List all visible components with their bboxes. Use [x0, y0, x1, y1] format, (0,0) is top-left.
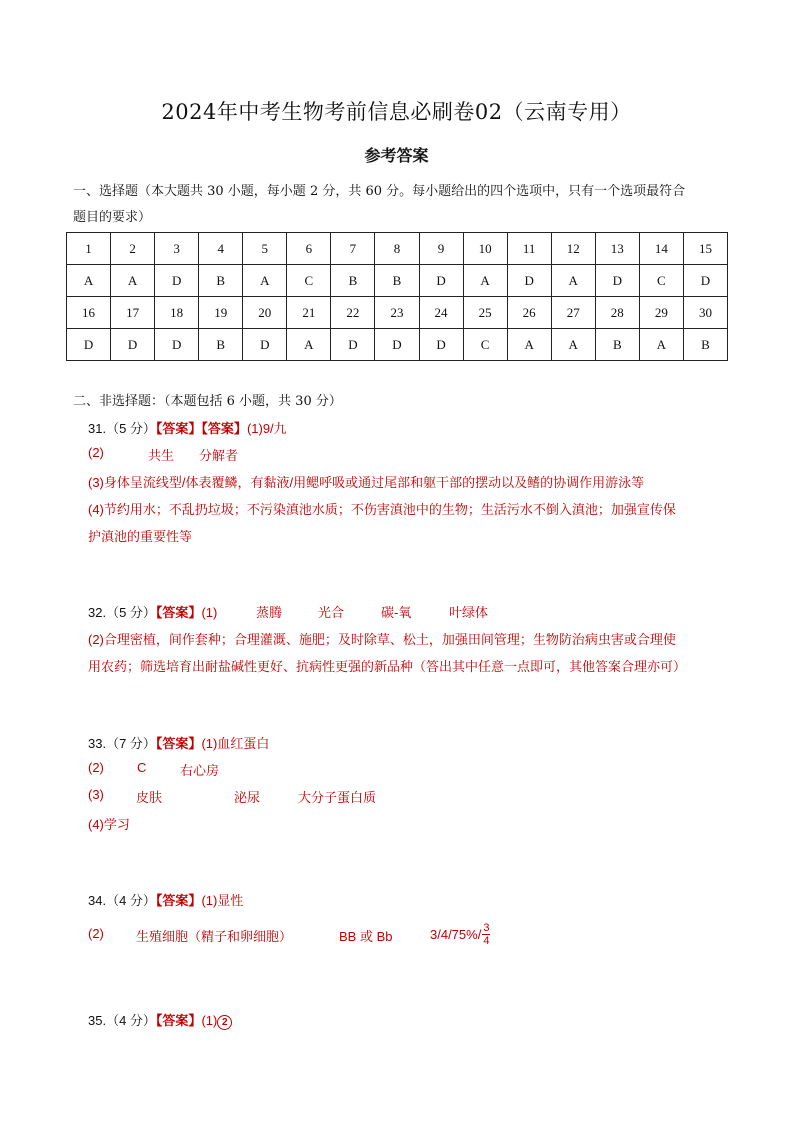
q34-answer-1: (1)显性 — [201, 893, 244, 908]
table-cell-answer: C — [639, 265, 683, 297]
table-cell-answer: A — [287, 329, 331, 361]
q31-answer-4-line2: 护滇池的重要性等 — [88, 529, 193, 544]
q31-answer-4-line1: (4)节约用水；不乱扔垃圾；不污染滇池水质；不伤害滇池中的生物；生活污水不倒入滇池；加强宣传保 — [88, 502, 676, 517]
q32-answer-1-blank1: 蒸腾 — [256, 605, 283, 620]
table-cell-question-number: 23 — [375, 297, 419, 329]
fraction-denominator: 4 — [483, 934, 490, 947]
table-cell-question-number: 5 — [243, 233, 287, 265]
table-cell-answer: A — [507, 329, 551, 361]
table-cell-question-number: 16 — [67, 297, 111, 329]
q33-answer-3-blank3: 大分子蛋白质 — [298, 790, 377, 805]
table-cell-answer: A — [551, 265, 595, 297]
table-cell-question-number: 14 — [639, 233, 683, 265]
table-cell-question-number: 29 — [639, 297, 683, 329]
fraction — [482, 922, 490, 947]
table-cell-question-number: 13 — [595, 233, 639, 265]
q33-answer-4: (4)学习 — [88, 817, 130, 832]
table-cell-answer: A — [551, 329, 595, 361]
table-cell-question-number: 7 — [331, 233, 375, 265]
q34-number: 34.（4 分） — [88, 893, 156, 908]
q32-line1 — [88, 602, 489, 621]
q31-answer-tag: 【答案】【答案】 — [155, 421, 247, 436]
table-cell-question-number: 20 — [243, 297, 287, 329]
q33-line1 — [88, 733, 269, 752]
table-cell-question-number: 15 — [683, 233, 727, 265]
table-cell-question-number: 10 — [463, 233, 507, 265]
table-cell-question-number: 11 — [507, 233, 551, 265]
q33-answer-1: (1)血红蛋白 — [201, 736, 270, 751]
table-cell-question-number: 17 — [111, 297, 155, 329]
q33-line2 — [88, 760, 220, 778]
q31-answer-2-blank2: 分解者 — [199, 448, 239, 463]
table-cell-answer: D — [243, 329, 287, 361]
table-cell-answer: D — [683, 265, 727, 297]
table-cell-answer: D — [419, 329, 463, 361]
table-cell-question-number: 26 — [507, 297, 551, 329]
table-cell-answer: D — [67, 329, 111, 361]
table-cell-question-number: 19 — [199, 297, 243, 329]
table-cell-answer: C — [287, 265, 331, 297]
q34-answer-2-blank3-text: 3/4/75%/ — [430, 926, 482, 942]
answer-table — [66, 232, 728, 361]
table-cell-question-number: 30 — [683, 297, 727, 329]
table-cell-answer: D — [111, 329, 155, 361]
q34-line1 — [88, 890, 243, 909]
q35-number: 35.（4 分） — [88, 1013, 156, 1028]
q32-answer-2-line1: (2)合理密植，间作套种；合理灌溉、施肥；及时除草、松土，加强田间管理；生物防治病虫害或合理使 — [88, 632, 676, 647]
q34-line2 — [88, 918, 528, 950]
table-cell-question-number: 24 — [419, 297, 463, 329]
q31-answer-1: (1)9/九 — [246, 421, 287, 436]
table-cell-answer: A — [67, 265, 111, 297]
q35-answer-1: (1) — [201, 1013, 218, 1028]
table-cell-question-number: 12 — [551, 233, 595, 265]
table-cell-question-number: 8 — [375, 233, 419, 265]
q33-answer-2-blank2: 右心房 — [180, 763, 220, 778]
table-cell-answer: B — [331, 265, 375, 297]
q35-answer-tag: 【答案】 — [155, 1013, 202, 1028]
fraction-numerator: 3 — [483, 921, 490, 934]
table-cell-question-number: 4 — [199, 233, 243, 265]
section1-heading-line2: 题目的要求） — [73, 210, 152, 225]
q32-answer-tag: 【答案】 — [155, 605, 202, 620]
q31-number: 31.（5 分） — [88, 421, 156, 436]
q34-answer-tag: 【答案】 — [155, 893, 202, 908]
table-cell-answer: B — [199, 265, 243, 297]
q33-answer-2-blank1: C — [137, 760, 147, 775]
q32-answer-1-label: (1) — [201, 605, 218, 620]
table-cell-question-number: 22 — [331, 297, 375, 329]
table-cell-question-number: 1 — [67, 233, 111, 265]
table-cell-answer: C — [463, 329, 507, 361]
q32-number: 32.（5 分） — [88, 605, 156, 620]
q32-answer-1-blank4: 叶绿体 — [449, 605, 489, 620]
q33-answer-2-label: (2) — [88, 760, 104, 775]
q31-answer-2-blank1: 共生 — [148, 448, 175, 463]
table-cell-answer: D — [375, 329, 419, 361]
table-cell-answer: D — [419, 265, 463, 297]
table-cell-answer: D — [155, 265, 199, 297]
section1-heading-line1: 一、选择题（本大题共 30 小题，每小题 2 分，共 60 分。每小题给出的四个选项中，只有一个选项最符合 — [73, 184, 686, 199]
table-cell-question-number: 9 — [419, 233, 463, 265]
page-subtitle: 参考答案 — [364, 146, 429, 165]
table-row-question-numbers — [67, 297, 728, 329]
q33-answer-3-blank1: 皮肤 — [136, 790, 163, 805]
section2-heading: 二、非选择题：（本题包括 6 小题，共 30 分） — [73, 394, 342, 409]
table-row-question-numbers — [67, 233, 728, 265]
q33-line3 — [88, 787, 377, 805]
circled-number-icon: 2 — [217, 1015, 232, 1030]
q33-answer-3-blank2: 泌尿 — [234, 790, 261, 805]
table-cell-answer: D — [331, 329, 375, 361]
page-title: 2024年中考生物考前信息必刷卷02（云南专用） — [161, 100, 632, 124]
q33-answer-3-label: (3) — [88, 787, 104, 802]
table-cell-answer: B — [683, 329, 727, 361]
table-cell-question-number: 6 — [287, 233, 331, 265]
q34-answer-2-blank2: BB 或 Bb — [339, 929, 393, 944]
table-cell-answer: B — [199, 329, 243, 361]
q32-answer-1-blank3: 碳-氧 — [381, 605, 412, 620]
table-cell-question-number: 28 — [595, 297, 639, 329]
q35-line1 — [88, 1010, 232, 1030]
table-cell-answer: A — [111, 265, 155, 297]
table-cell-answer: D — [155, 329, 199, 361]
table-cell-answer: A — [463, 265, 507, 297]
q31-line1 — [88, 418, 287, 437]
table-cell-question-number: 18 — [155, 297, 199, 329]
q34-answer-2-blank3 — [430, 918, 490, 950]
table-cell-answer: B — [375, 265, 419, 297]
table-cell-question-number: 3 — [155, 233, 199, 265]
table-row-answers — [67, 329, 728, 361]
q31-answer-3: (3)身体呈流线型/体表覆鳞，有黏液/用鳃呼吸或通过尾部和躯干部的摆动以及鳍的协调作用游泳等 — [88, 475, 645, 490]
q31-answer-2-label: (2) — [88, 445, 104, 460]
table-cell-answer: B — [595, 329, 639, 361]
q34-answer-2-label: (2) — [88, 926, 104, 941]
table-cell-question-number: 27 — [551, 297, 595, 329]
table-cell-question-number: 21 — [287, 297, 331, 329]
q31-line2 — [88, 445, 239, 463]
q32-answer-1-blank2: 光合 — [318, 605, 345, 620]
table-cell-question-number: 25 — [463, 297, 507, 329]
q32-answer-2-line2: 用农药；筛选培育出耐盐碱性更好、抗病性更强的新品种（答出其中任意一点即可，其他答案合理亦可） — [88, 659, 687, 674]
table-cell-question-number: 2 — [111, 233, 155, 265]
table-cell-answer: A — [243, 265, 287, 297]
table-row-answers — [67, 265, 728, 297]
q33-number: 33.（7 分） — [88, 736, 156, 751]
q34-answer-2-blank1: 生殖细胞（精子和卵细胞） — [136, 929, 293, 944]
table-cell-answer: D — [507, 265, 551, 297]
table-cell-answer: D — [595, 265, 639, 297]
q33-answer-tag: 【答案】 — [155, 736, 202, 751]
table-cell-answer: A — [639, 329, 683, 361]
